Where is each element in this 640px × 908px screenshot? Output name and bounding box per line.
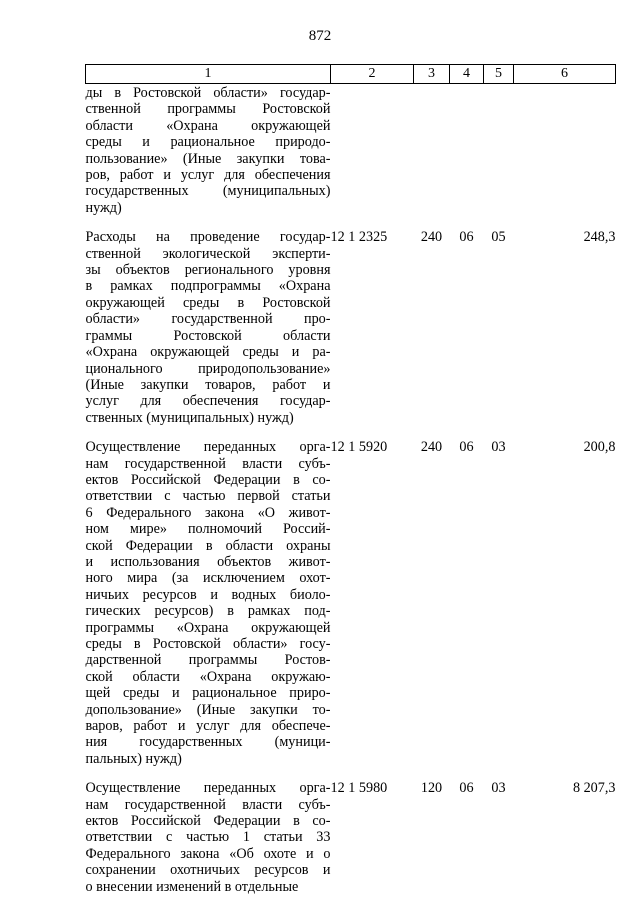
section-code: 06: [459, 780, 474, 797]
description-line: окружающей среды в Ростовской: [85, 294, 331, 311]
description-line: нужд): [85, 199, 122, 216]
description-line: ничьих ресурсов и водных биоло-: [85, 586, 331, 603]
row-description: [86, 780, 331, 908]
description-line: области «Охрана окружающей: [85, 117, 331, 134]
amount-value: 248,3: [583, 229, 616, 246]
subsection-code: 03: [491, 439, 506, 456]
amount-value: 8 207,3: [572, 780, 616, 797]
column-header: 3: [414, 65, 450, 84]
description-line: щей среды и рациональное приро-: [85, 685, 331, 702]
subsection-code: 05: [491, 229, 506, 246]
column-header: 5: [484, 65, 514, 84]
description-line: и использования объектов живот-: [85, 553, 331, 570]
description-line: ектов Российской Федерации в со-: [85, 471, 331, 488]
description-line: ответствии с частью 1 статьи 33: [85, 829, 331, 846]
table-row: [86, 229, 616, 439]
description-line: в рамках подпрограммы «Охрана: [85, 278, 331, 295]
target-article-code: [331, 84, 414, 230]
table-row: [86, 84, 616, 230]
table-row: [86, 439, 616, 780]
target-article-code: 12 1 5980: [330, 780, 388, 797]
column-header: 6: [514, 65, 616, 84]
description-line: ственных (муниципальных) нужд): [85, 409, 294, 426]
description-line: пользование» (Иные закупки това-: [85, 150, 331, 167]
row-description: [86, 439, 331, 780]
description-line: «Охрана окружающей среды и ра-: [85, 344, 331, 361]
row-description: [86, 84, 331, 230]
table-row: [86, 780, 616, 908]
description-line: ния государственных (муници-: [85, 734, 331, 751]
section-code: 06: [459, 229, 474, 246]
target-article-code: 12 1 2325: [330, 229, 388, 246]
section-code: 06: [459, 439, 474, 456]
target-article-code: 12 1 5920: [330, 439, 388, 456]
description-line: дарственной программы Ростов-: [85, 652, 331, 669]
description-line: граммы Ростовской области: [85, 327, 331, 344]
description-line: государственных (муниципальных): [85, 183, 331, 200]
row-description: [86, 229, 331, 439]
subsection-code: 03: [491, 780, 506, 797]
description-line: ственной программы Ростовской: [85, 101, 331, 118]
description-line: ской Федерации в области охраны: [85, 537, 331, 554]
description-line: Осуществление переданных орга-: [85, 780, 331, 797]
description-line: нам государственной власти субъ-: [85, 796, 331, 813]
description-line: нам государственной власти субъ-: [85, 455, 331, 472]
expense-type: [414, 84, 450, 230]
column-header: 1: [86, 65, 331, 84]
description-line: ственной экологической эксперти-: [85, 245, 331, 262]
description-line: ской области «Охрана окружаю-: [85, 668, 331, 685]
description-line: программы «Охрана окружающей: [85, 619, 331, 636]
description-line: ном мире» полномочий Россий-: [85, 521, 331, 538]
description-line: услуг для обеспечения государ-: [85, 393, 331, 410]
description-line: о внесении изменений в отдельные: [85, 878, 299, 895]
description-line: Федерального закона «Об охоте и о: [85, 845, 331, 862]
description-line: ектов Российской Федерации в со-: [85, 813, 331, 830]
subsection-code: [484, 84, 514, 230]
column-header: 4: [450, 65, 484, 84]
description-line: Расходы на проведение государ-: [85, 229, 331, 246]
page-number: 872: [308, 28, 332, 44]
description-line: ответствии с частью первой статьи: [85, 488, 331, 505]
description-line: ров, работ и услуг для обеспечения: [85, 167, 331, 184]
description-line: ного мира (за исключением охот-: [85, 570, 331, 587]
amount-value: [514, 84, 616, 230]
description-line: пальных) нужд): [85, 750, 182, 767]
budget-table: [85, 64, 616, 908]
section-code: [450, 84, 484, 230]
description-line: среды в Ростовской области» госу-: [85, 636, 331, 652]
column-header: 2: [331, 65, 414, 84]
amount-value: 200,8: [583, 439, 616, 456]
description-line: зы объектов регионального уровня: [85, 262, 331, 279]
description-line: допользование» (Иные закупки то-: [85, 701, 331, 718]
expense-type: 240: [420, 439, 443, 456]
description-line: среды и рациональное природо-: [85, 134, 331, 151]
description-line: (Иные закупки товаров, работ и: [85, 376, 331, 393]
description-line: 6 Федерального закона «О живот-: [85, 504, 331, 521]
description-line: сохранении охотничьих ресурсов и: [85, 862, 331, 879]
description-line: варов, работ и услуг для обеспече-: [85, 718, 331, 735]
description-line: Осуществление переданных орга-: [85, 439, 331, 456]
description-line: ды в Ростовской области» государ-: [85, 85, 331, 101]
description-line: области» государственной про-: [85, 311, 331, 328]
table-header-row: [86, 65, 616, 84]
description-line: ционального природопользование»: [85, 360, 331, 377]
description-line: гических ресурсов) в рамках под-: [85, 603, 331, 620]
expense-type: 120: [420, 780, 443, 797]
expense-type: 240: [420, 229, 443, 246]
